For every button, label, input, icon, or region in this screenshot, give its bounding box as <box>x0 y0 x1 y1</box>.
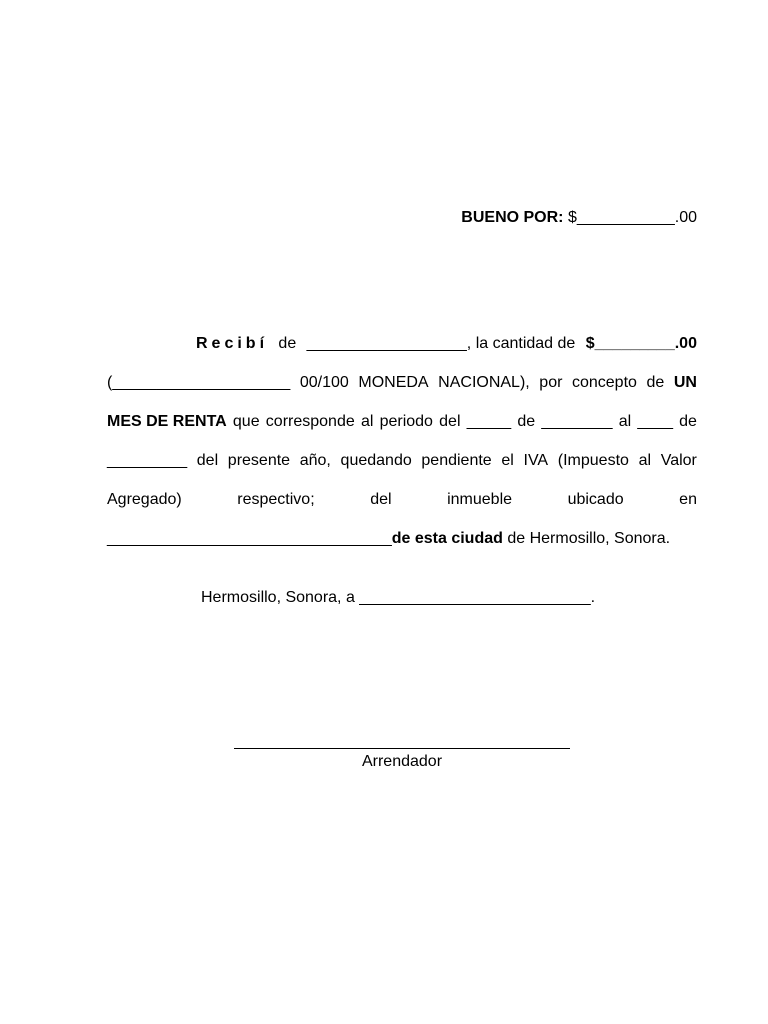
bueno-por-label: BUENO POR: <box>461 209 564 226</box>
line5-word: Agregado) <box>107 491 182 508</box>
line6-blank: ________________________________ <box>107 530 392 547</box>
line4-word: (Impuesto <box>557 452 629 469</box>
line3-word: de <box>517 413 536 430</box>
line4-word: Valor <box>660 452 697 469</box>
signature-line <box>234 748 570 749</box>
line4-word: al <box>638 452 652 469</box>
line2-word: concepto <box>571 374 637 391</box>
line5-word: respectivo; <box>237 491 315 508</box>
line5-word: ubicado <box>567 491 624 508</box>
line3-word: _____ <box>466 413 512 430</box>
line5-word: del <box>370 491 392 508</box>
body-line-5 <box>107 480 697 519</box>
line4-word: año, <box>299 452 331 469</box>
line3-bold: MES DE RENTA <box>107 413 227 430</box>
body-line-1 <box>107 324 697 363</box>
line3-word: ____ <box>637 413 673 430</box>
body-line-4 <box>107 441 697 480</box>
line4-word: _________ <box>107 452 188 469</box>
line2-word: por <box>539 374 563 391</box>
line6-rest: de Hermosillo, Sonora. <box>502 530 671 547</box>
line2-word: 00/100 <box>299 374 349 391</box>
line1-amount: $_________.00 <box>585 335 697 352</box>
line3-word: de <box>679 413 697 430</box>
line3-word: corresponde <box>265 413 355 430</box>
line3-word: al <box>360 413 374 430</box>
body-line-6 <box>107 519 697 558</box>
bueno-por-amount: $___________.00 <box>567 209 697 226</box>
line3-word: ________ <box>541 413 613 430</box>
place-date-line: Hermosillo, Sonora, a __________________________. <box>201 589 596 606</box>
bueno-por <box>461 208 697 228</box>
line2-word-bold: UN <box>673 374 697 391</box>
line4-word: del <box>196 452 219 469</box>
line2-word: de <box>646 374 665 391</box>
line2-word: NACIONAL), <box>438 374 530 391</box>
line5-word: inmueble <box>447 491 513 508</box>
line4-word: pendiente <box>421 452 492 469</box>
signature-label: Arrendador <box>361 753 443 770</box>
line3-word: del <box>439 413 461 430</box>
body-line-3 <box>107 402 697 441</box>
line3-word: que <box>232 413 260 430</box>
line1-left <box>107 324 268 363</box>
line6-bold: de esta ciudad <box>391 530 503 547</box>
body-line-2 <box>107 363 697 402</box>
line4-word: el <box>501 452 514 469</box>
line5-word: en <box>679 491 697 508</box>
line4-word: IVA <box>523 452 549 469</box>
line2-word: MONEDA <box>358 374 429 391</box>
line3-word: al <box>618 413 632 430</box>
line4-word: presente <box>227 452 291 469</box>
line4-word: quedando <box>340 452 412 469</box>
line1-de: de <box>278 335 297 352</box>
line1-name-blank: __________________, la cantidad de <box>306 335 576 352</box>
recibi-word: Recibí <box>196 335 269 352</box>
line2-word: (____________________ <box>107 374 291 391</box>
receipt-body <box>107 324 697 558</box>
line3-word: periodo <box>379 413 433 430</box>
